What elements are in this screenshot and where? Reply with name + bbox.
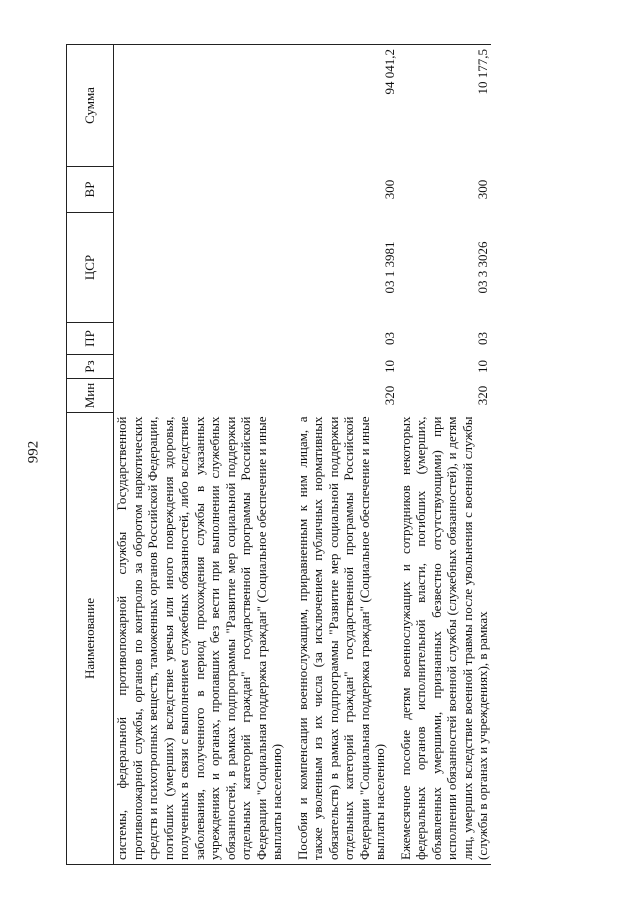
rotated-page-content [66,45,606,865]
budget-table [66,44,491,865]
header-sum: Сумма [67,45,114,167]
row-csr [114,213,295,323]
header-rz: Рз [67,355,114,379]
header-pr: ПР [67,323,114,355]
header-name: Наименование [67,413,114,865]
row-rz [114,355,295,379]
row-pr: 03 [475,332,490,345]
row-csr: 03 1 3981 [382,241,397,294]
header-min: Мин [67,379,114,413]
row-name: системы, федеральной противопожарной службы Государственной противопожарной службы, органов по контролю за оборотом наркотических средств и психотропных веществ, таможенных органов Российской Федерации, погибших (умерших) вследствие увечья или иного повреждения здоровья, полученных в связи с выполнением служебных обязанностей, либо вследствие заболевания, полученного в период прохождения службы в указанных учреждениях и органах, пропавших без вести при выполнении служебных обязанностей, в рамках подпрограммы "Развитие мер социальной поддержки отдельных категорий граждан" государственной программы Российской Федерации "Социальная поддержка граждан" (Социальное обеспечение и иные выплаты населению) [114,413,295,865]
table-row [114,45,295,865]
row-min [114,379,295,413]
row-rz: 10 [382,360,397,373]
table-row [398,45,491,865]
row-vr [114,167,295,213]
header-vr: ВР [67,167,114,213]
table-row [295,45,398,865]
row-pr [114,323,295,355]
row-vr: 300 [382,179,397,200]
row-name: Ежемесячное пособие детям военнослужащих и сотрудников некоторых федеральных органов исполнительной власти, погибших (умерших, объявленных умершими, признанных безвестно отсутствующими) при исполнении обязанностей военной службы (служебных обязанностей), и детям лиц, умерших вследствие военной травмы после увольнения с военной службы (службы в органах и учреждениях), в рамках [398,413,491,865]
row-sum [114,45,295,167]
row-sum: 94 041,2 [295,45,398,167]
page-number: 992 [25,440,42,464]
row-sum: 10 177,5 [398,45,491,167]
row-min: 320 [475,385,490,406]
row-rz: 10 [475,360,490,373]
row-csr: 03 3 3026 [475,241,490,294]
row-pr: 03 [382,332,397,345]
table-header-row [67,45,114,865]
header-csr: ЦСР [67,213,114,323]
row-min: 320 [382,385,397,406]
row-vr: 300 [475,179,490,200]
row-name: Пособия и компенсации военнослужащим, приравненным к ним лицам, а также уволенным из их числа (за исключением публичных нормативных обязательств) в рамках подпрограммы "Развитие мер социальной поддержки отдельных категорий граждан" государственной программы Российской Федерации "Социальная поддержка граждан" (Социальное обеспечение и иные выплаты населению) [295,413,398,865]
